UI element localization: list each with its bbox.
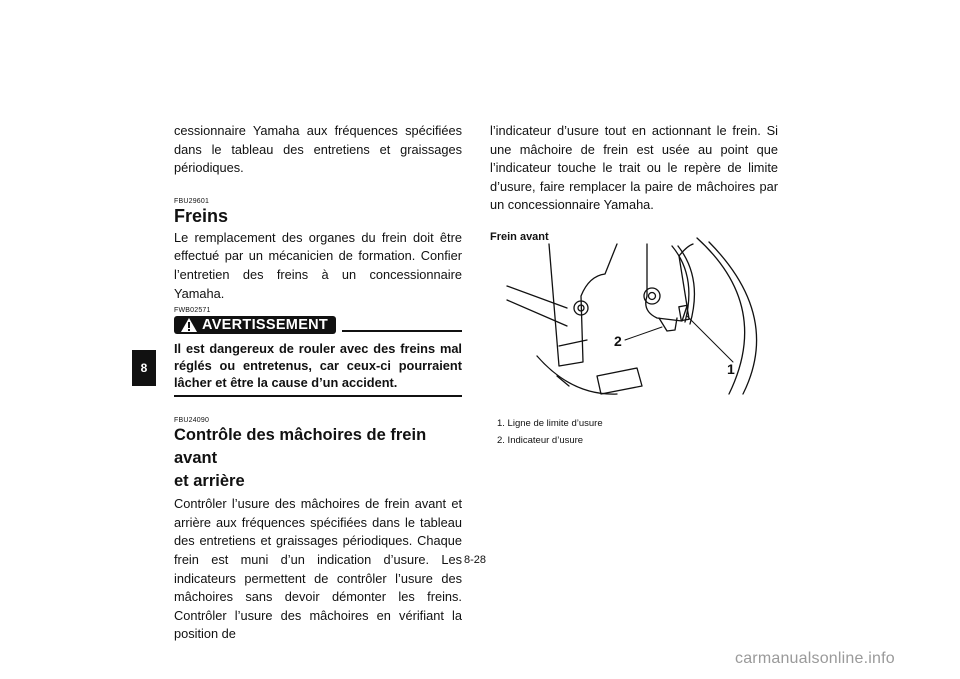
warning-triangle-icon (180, 317, 198, 333)
warning-text: Il est dangereux de rouler avec des freins mal réglés ou entretenus, car ceux-ci pourraient lâcher et être la cause d’un accident. (174, 340, 462, 397)
section-code-machoires: FBU24090 (174, 417, 210, 425)
warning-label-text: AVERTISSEMENT (202, 317, 329, 334)
section-title-freins: Freins (174, 205, 229, 226)
section-code-freins: FBU29601 (174, 197, 210, 205)
watermark[interactable]: carmanualsonline.info (735, 650, 895, 667)
warning-code: FWB02571 (174, 307, 211, 315)
figure-legend (497, 416, 603, 449)
section-title-machoires-line2: et arrière (174, 472, 245, 491)
right-paragraph: l’indicateur d’usure tout en actionnant le frein. Si une mâchoire de frein est usée au point que l’indicateur touche le trait ou le repère de limite d’usure, faire remplacer la paire de mâchoires par un concessionnaire Yamaha. (490, 123, 778, 213)
chapter-tab: 8 (132, 350, 156, 386)
page-number: 8-28 (464, 554, 487, 566)
figure-title: Frein avant (490, 230, 549, 243)
warning-rule (342, 330, 462, 332)
section-title-machoires-line1: Contrôle des mâchoires de frein avant (174, 426, 427, 468)
section-title-machoires (174, 424, 462, 493)
legend-item-2: 2. Indicateur d’usure (497, 434, 584, 446)
freins-paragraph: Le remplacement des organes du frein doit être effectué par un mécanicien de formation. Confier l’entretien des freins à un concessionnaire Yamaha. (174, 229, 462, 301)
warning-header (174, 316, 462, 334)
front-brake-illustration (497, 236, 782, 396)
callout-1: 1 (727, 361, 735, 377)
callout-2: 2 (614, 333, 622, 349)
warning-label (174, 316, 336, 334)
left-column (174, 122, 462, 644)
intro-paragraph: cessionnaire Yamaha aux fréquences spécifiées dans le tableau des entretiens et graissages périodiques. (174, 123, 462, 176)
machoires-paragraph: Contrôler l’usure des mâchoires de frein avant et arrière aux fréquences spécifiées dans le tableau des entretiens et graissages périodiques. Chaque frein est muni d’un indication d’usure. Les indicateurs permettent de contrôler l’usure des mâchoires sans devoir démonter les freins. Contrôler l’usure des mâchoires en vérifiant la position de (174, 496, 462, 642)
right-column (490, 122, 778, 243)
legend-item-1: 1. Ligne de limite d’usure (497, 418, 603, 429)
